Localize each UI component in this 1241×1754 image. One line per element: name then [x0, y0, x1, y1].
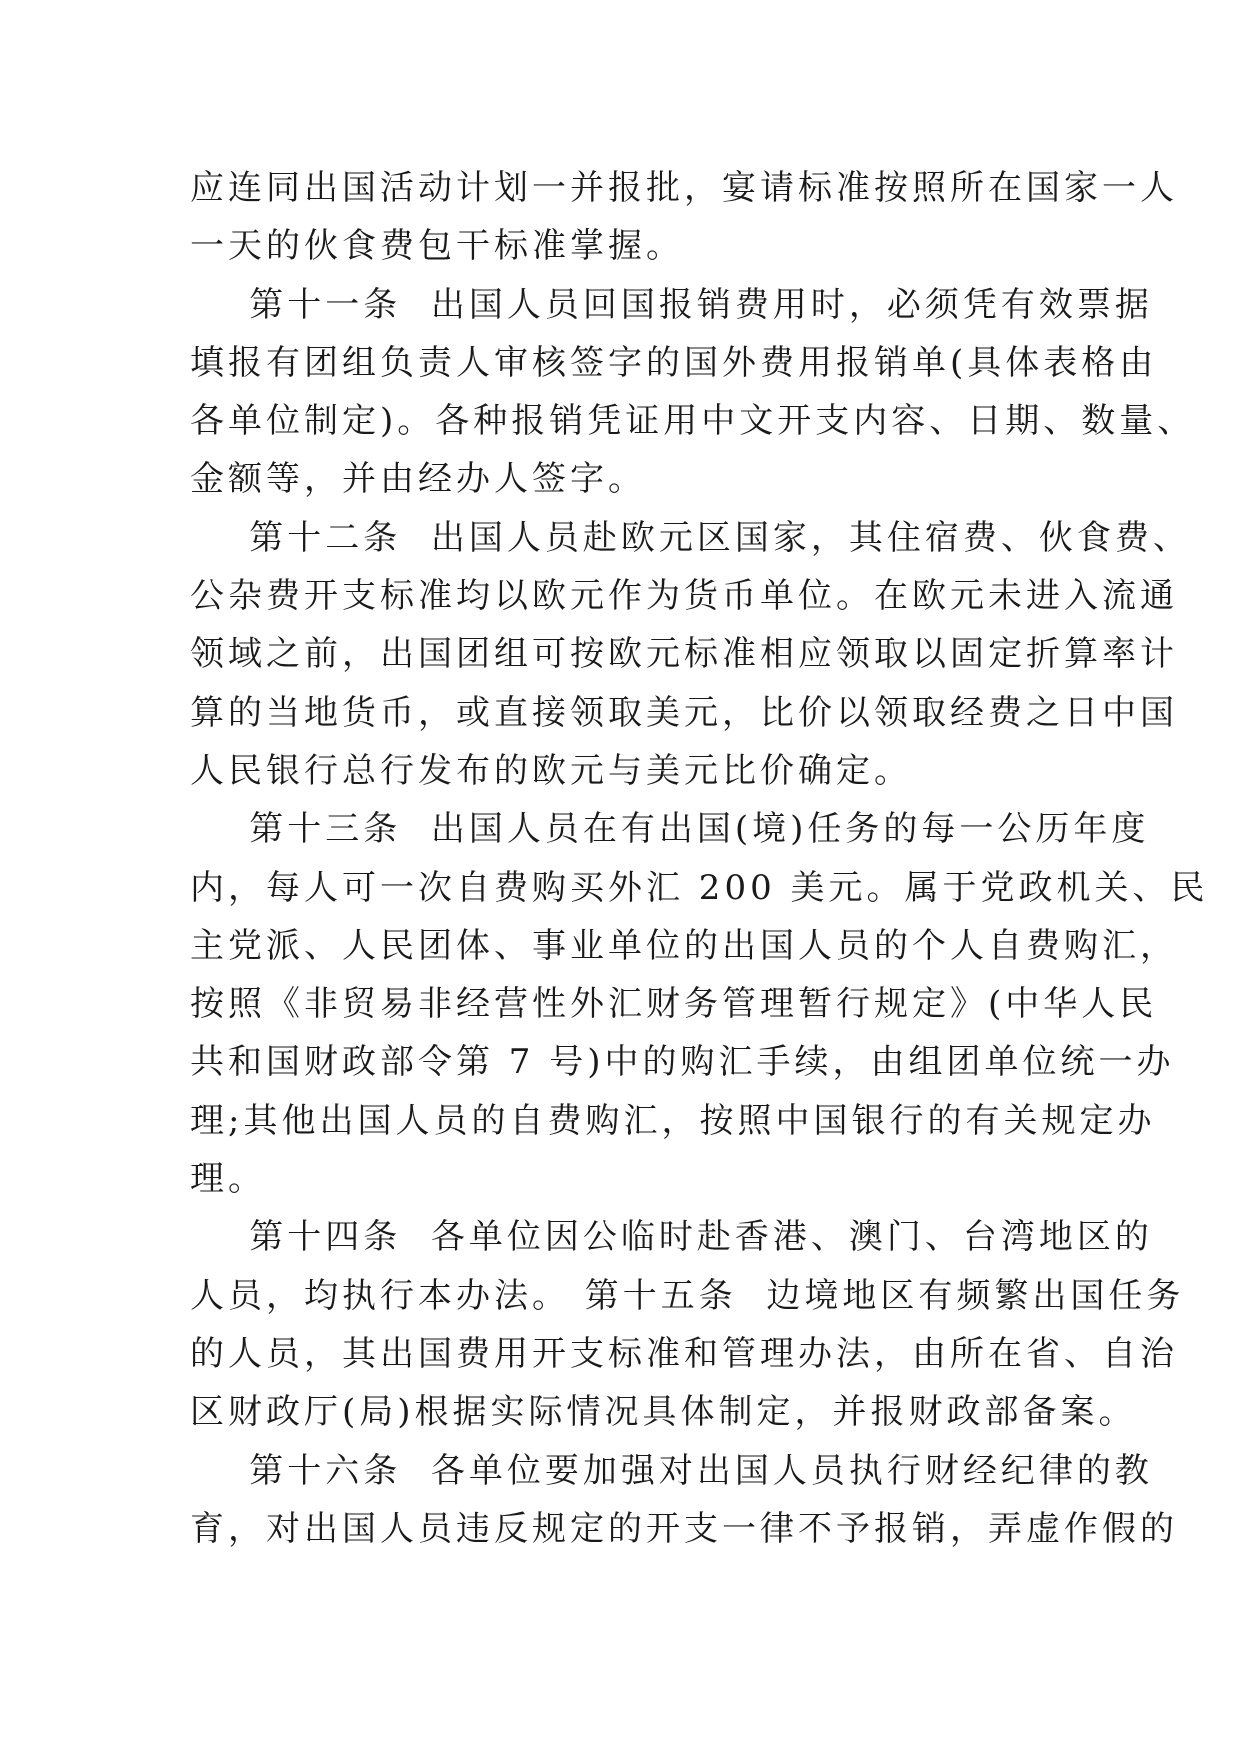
text-line: 区财政厅(局)根据实际情况具体制定，并报财政部备案。: [190, 1392, 1137, 1433]
text-line: 第十六条 各单位要加强对出国人员执行财经纪律的教: [190, 1450, 1153, 1491]
text-line: 理;其他出国人员的自费购汇，按照中国银行的有关规定办: [190, 1100, 1156, 1141]
text-line: 理。: [190, 1159, 266, 1200]
text-line: 一天的伙食费包干标准掌握。: [190, 226, 684, 267]
text-line: 按照《非贸易非经营性外汇财务管理暂行规定》(中华人民: [190, 984, 1158, 1025]
text-line: 人民银行总行发布的欧元与美元比价确定。: [190, 750, 912, 791]
text-line: 第十四条 各单位因公临时赴香港、澳门、台湾地区的: [190, 1217, 1153, 1258]
text-line: 填报有团组负责人审核签字的国外费用报销单(具体表格由: [190, 342, 1158, 383]
text-line: 第十二条 出国人员赴欧元区国家，其住宿费、伙食费、: [190, 517, 1191, 558]
text-line: 各单位制定)。各种报销凭证用中文开支内容、日期、数量、: [190, 401, 1196, 442]
text-line: 应连同出国活动计划一并报批，宴请标准按照所在国家一人: [190, 168, 1178, 208]
text-line: 第十三条 出国人员在有出国(境)任务的每一公历年度: [190, 809, 1150, 850]
text-line: 领域之前，出国团组可按欧元标准相应领取以固定折算率计: [190, 634, 1178, 675]
text-line: 育，对出国人员违反规定的开支一律不予报销，弄虚作假的: [190, 1508, 1178, 1549]
text-line: 算的当地货币，或直接领取美元，比价以领取经费之日中国: [190, 692, 1178, 733]
text-line: 公杂费开支标准均以欧元作为货币单位。在欧元未进入流通: [190, 576, 1178, 617]
text-line: 第十一条 出国人员回国报销费用时，必须凭有效票据: [190, 284, 1153, 325]
text-line: 主党派、人民团体、事业单位的出国人员的个人自费购汇，: [190, 925, 1178, 966]
document-body: [190, 159, 1209, 1558]
text-line: 内，每人可一次自费购买外汇 200 美元。属于党政机关、民: [190, 867, 1209, 908]
text-line: 的人员，其出国费用开支标准和管理办法，由所在省、自治: [190, 1333, 1178, 1374]
text-line: 金额等，并由经办人签字。: [190, 459, 646, 500]
text-line: 人员，均执行本办法。 第十五条 边境地区有频繁出国任务: [190, 1275, 1185, 1316]
text-line: 共和国财政部令第 7 号)中的购汇手续，由组团单位统一办: [190, 1042, 1175, 1083]
